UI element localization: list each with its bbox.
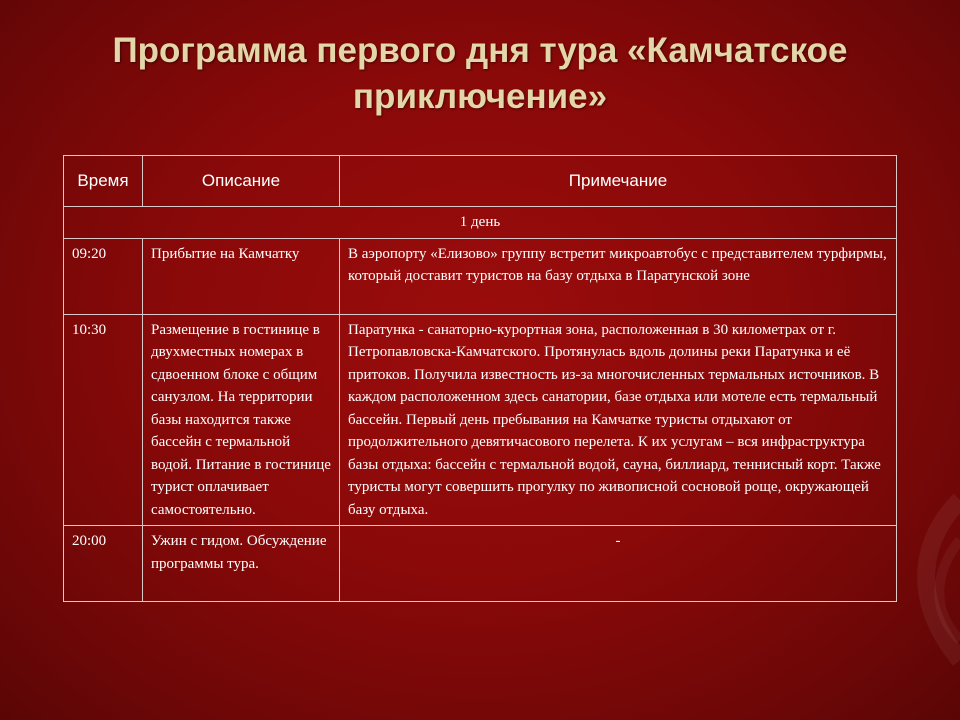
row-description: Прибытие на Камчатку: [143, 238, 340, 314]
row-note: В аэропорту «Елизово» группу встретит микроавтобус с представителем турфирмы, который доставит туристов на базу отдыха в Паратунской зоне: [340, 238, 897, 314]
header-description: Описание: [143, 156, 340, 207]
day-row: [64, 207, 897, 239]
header-time: Время: [64, 156, 143, 207]
header-note: Примечание: [340, 156, 897, 207]
table-row: [64, 314, 897, 526]
row-description: Размещение в гостинице в двухместных номерах в сдвоенном блоке с общим санузлом. На территории базы находится также бассейн с термальной водой. Питание в гостинице турист оплачивает самостоятельно.: [143, 314, 340, 526]
program-table: [63, 155, 897, 602]
table-row: [64, 238, 897, 314]
row-time: 10:30: [64, 314, 143, 526]
row-description: Ужин с гидом. Обсуждение программы тура.: [143, 526, 340, 602]
table-row: [64, 526, 897, 602]
row-note: -: [340, 526, 897, 602]
row-note: Паратунка - санаторно-курортная зона, расположенная в 30 километрах от г. Петропавловска-Камчатского. Протянулась вдоль долины реки Паратунка и её притоков. Получила известность из-за многочисленных термальных источников. В каждом расположенном здесь санатории, базе отдыха или мотеле есть термальный бассейн. Первый день пребывания на Камчатке туристы отдыхают от продолжительного девятичасового перелета. К их услугам – вся инфраструктура базы отдыха: бассейн с термальной водой, сауна, биллиард, теннисный корт. Также туристы могут совершить прогулку по живописной сосновой роще, окружающей базу отдыха.: [340, 314, 897, 526]
slide-title: Программа первого дня тура «Камчатское приключение»: [112, 31, 848, 116]
table-header-row: [64, 156, 897, 207]
row-time: 20:00: [64, 526, 143, 602]
day-label: 1 день: [64, 207, 897, 239]
row-time: 09:20: [64, 238, 143, 314]
